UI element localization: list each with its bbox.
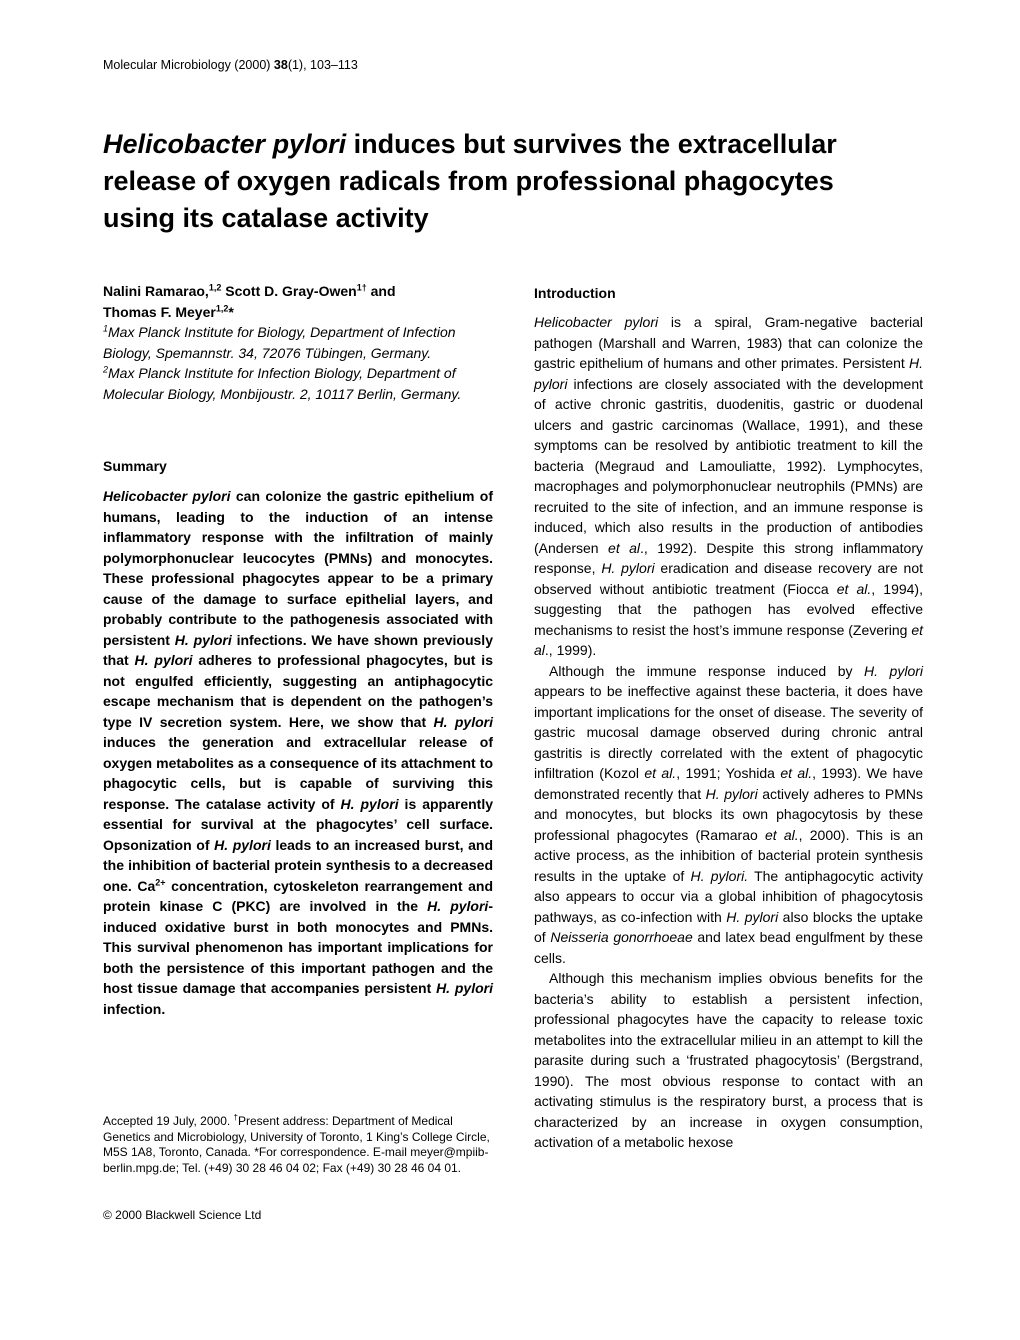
summary-span: infection. <box>103 1000 166 1017</box>
intro-span: H. pylori <box>601 560 655 576</box>
article-title <box>103 126 903 237</box>
summary-text <box>103 486 493 1019</box>
intro-span: is a spiral, Gram-negative bacterial pathogen (Marshall and Warren, 1983) that can colonize the gastric epithelium of humans and other primates. Persistent <box>534 314 923 371</box>
author-and: and <box>366 283 396 299</box>
intro-span: et al. <box>836 580 872 597</box>
footnote <box>103 1114 493 1176</box>
summary-span: H. pylori <box>214 836 271 853</box>
affiliation-2: Max Planck Institute for Infection Biology, Department of Molecular Biology, Monbijoustr. 2, 10117 Berlin, Germany. <box>103 365 462 402</box>
affiliation-1: Max Planck Institute for Biology, Department of Infection Biology, Spemannstr. 34, 72076 Tübingen, Germany. <box>103 324 456 361</box>
summary-span: concentration, cytoskeleton rearrangement and protein kinase C (PKC) are involved in the <box>103 877 493 914</box>
intro-paragraph-2 <box>534 661 923 969</box>
intro-span: , 1991; Yoshida <box>676 765 781 781</box>
author-ramarao-affil: 1,2 <box>208 282 222 293</box>
intro-span: et al <box>608 539 641 556</box>
copyright: © 2000 Blackwell Science Ltd <box>103 1208 262 1222</box>
intro-span: infections are closely associated with the development of active chronic gastritis, duodenitis, gastric or duodenal ulcers and gastric carcinomas (Wallace, 1991), and these symptoms can be resolved by antibiotic treatment to kill the bacteria (Megraud and Lamouliatte, 1992). Lymphocytes, macrophages and polymorphonuclear neutrophils (PMNs) are recruited to the site of infection, and an immune response is induced, which also results in the production of antibodies (Andersen <box>534 375 923 556</box>
author-meyer-affil: 1,2 <box>215 303 229 314</box>
footnote-dagger: † <box>233 1113 238 1122</box>
intro-span: H. pylori <box>705 785 758 802</box>
intro-span: et al. <box>644 765 677 781</box>
author-list <box>103 281 493 323</box>
summary-span: is apparently essential for survival at the phagocytes’ cell surface. Opsonization of <box>103 795 493 853</box>
intro-span: Although the immune response induced by <box>549 662 865 679</box>
author-ramarao: Nalini Ramarao, <box>103 283 209 299</box>
intro-span: appears to be ineffective against these bacteria, it does have important implications for the onset of disease. The severity of gastric mucosal damage observed during chronic antral gastritis is directly correlated with the extent of phagocytic infiltration (Kozol <box>534 683 923 781</box>
intro-span: H. pylori. <box>690 867 749 884</box>
intro-span: H. pylori <box>864 662 923 679</box>
summary-span: can colonize the gastric epithelium of humans, leading to the induction of an intense inflammatory response with the infiltration of mainly polymorphonuclear leucocytes (PMNs) and monocytes. These professional phagocytes appear to be a primary cause of the damage to surface epithelial layers, and probably contribute to the pathogenesis associated with persistent <box>103 488 493 648</box>
introduction-text <box>534 312 923 1153</box>
footnote-accepted: Accepted 19 July, 2000. <box>103 1114 234 1128</box>
intro-span: and latex bead engulfment by these cells. <box>534 929 923 966</box>
summary-span: H. pylori <box>340 795 399 812</box>
summary-span: H. pylori <box>436 980 493 996</box>
intro-paragraph-3: Although this mechanism implies obvious benefits for the bacteria’s ability to establish a persistent infection, professional phagocytes have the capacity to release toxic metabolites into the extracellular milieu in an attempt to kill the parasite during such a ‘frustrated phagocytosis’ (Bergstrand, 1990). The most obvious response to contact with an activating stimulus is the respiratory burst, a process that is characterized by an increase in oxygen consumption, activation of a metabolic hexose <box>534 970 923 1150</box>
summary-heading: Summary <box>103 458 167 474</box>
intro-span: Neisseria gonorrhoeae <box>550 929 693 945</box>
intro-span: et al. <box>764 826 799 843</box>
intro-span: ., 1992). Despite this strong inflammatory response, <box>534 539 923 576</box>
corresponding-star: * <box>228 304 234 320</box>
intro-span: also blocks the uptake of <box>534 908 923 945</box>
summary-span: adheres to professional phagocytes, but is not engulfed efficiently, suggesting an antiphagocytic escape mechanism that is dependent on the pathogen’s type IV secretion system. Here, we show that <box>103 652 493 730</box>
summary-span: infections. We have shown previously that <box>103 631 493 668</box>
intro-span: H. pylori <box>534 355 923 392</box>
author-gray-owen-affil: 1† <box>356 282 367 293</box>
summary-span: H. pylori <box>433 713 493 730</box>
author-meyer: Thomas F. Meyer <box>103 304 216 320</box>
intro-span: H. pylori <box>726 908 779 925</box>
affiliations <box>103 322 493 404</box>
intro-span: , 1994), suggesting that the pathogen has evolved effective mechanisms to resist the host’s immune response (Zevering <box>534 580 923 638</box>
journal-citation <box>103 58 358 72</box>
title-rest: induces but survives the extracellular release of oxygen radicals from professional phagocytes using its catalase activity <box>103 129 837 233</box>
affiliation-number-2: 2 <box>103 364 109 375</box>
footnote-address: Present address: Department of Medical Genetics and Microbiology, University of Toronto, 1 King’s College Circle, M5S 1A8, Toronto, Canada. *For correspondence. E-mail meyer@mpiib-berlin.mpg.de; Tel. (+49) 30 28 46 04 02; Fax (+49) 30 28 46 04 01. <box>103 1114 490 1175</box>
intro-paragraph-1 <box>534 312 923 661</box>
summary-span: induces the generation and extracellular release of oxygen metabolites as a consequence of its attachment to phagocytic cells, but is capable of surviving this response. The catalase activity of <box>103 734 493 812</box>
affiliation-number-1: 1 <box>103 323 109 334</box>
summary-span: leads to an increased burst, and the inhibition of bacterial protein synthesis to a decreased one. Ca <box>103 836 494 894</box>
journal-name: Molecular Microbiology (2000) <box>103 58 274 72</box>
intro-span: ., 1999). <box>544 642 597 658</box>
summary-span: -induced oxidative burst in both monocytes and PMNs. This survival phenomenon has important implications for both the persistence of this important pathogen and the host tissue damage that accompanies persistent <box>103 898 493 996</box>
introduction-heading: Introduction <box>534 285 616 301</box>
intro-span: et al <box>534 621 923 658</box>
journal-volume: 38 <box>273 58 288 72</box>
intro-span: , 2000). This is an active process, as the inhibition of bacterial protein synthesis results in the uptake of <box>534 826 923 884</box>
summary-span: H. pylori <box>134 652 193 668</box>
journal-issue-pages: (1), 103–113 <box>287 58 358 72</box>
author-gray-owen: Scott D. Gray-Owen <box>221 283 357 299</box>
intro-span: eradication and disease recovery are not observed without antibiotic treatment (Fiocca <box>534 560 923 597</box>
summary-span: H. pylori <box>174 631 232 648</box>
summary-span: Helicobacter pylori <box>103 488 231 504</box>
intro-span: The antiphagocytic activity also appears to occur via a global inhibition of phagocytosis pathways, as co-infection with <box>534 867 923 925</box>
title-species: Helicobacter pylori <box>103 129 347 159</box>
calcium-charge: 2+ <box>155 876 166 887</box>
intro-span: et al. <box>780 765 813 781</box>
intro-span: actively adheres to PMNs and monocytes, but blocks its own phagocytosis by these professional phagocytes (Ramarao <box>534 785 923 843</box>
intro-span: , 1993). We have demonstrated recently that <box>534 765 923 802</box>
summary-span: H. pylori <box>427 898 489 914</box>
intro-span: Helicobacter pylori <box>534 314 659 330</box>
